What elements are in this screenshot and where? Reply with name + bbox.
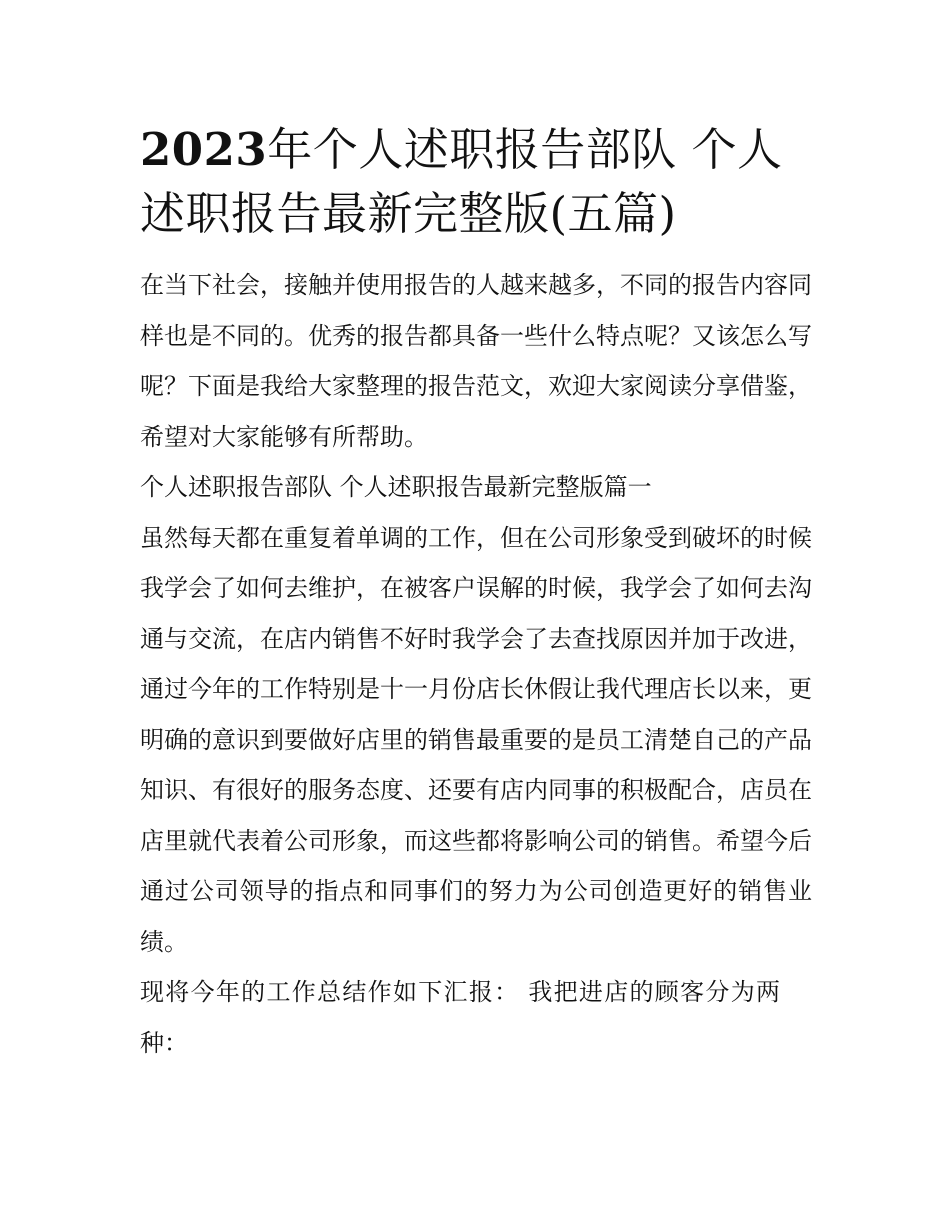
body-paragraph: 虽然每天都在重复着单调的工作，但在公司形象受到破坏的时候我学会了如何去维护，在被客户误解的时候，我学会了如何去沟通与交流，在店内销售不好时我学会了去查找原因并加于改进，通过今年的工作特别是十一月份店长休假让我代理店长以来，更明确的意识到要做好店里的销售最重要的是员工清楚自己的产品知识、有很好的服务态度、还要有店内同事的积极配合，店员在店里就代表着公司形象，而这些都将影响公司的销售。希望今后通过公司领导的指点和同事们的努力为公司创造更好的销售业绩。 [140, 523, 812, 956]
document-title [140, 118, 812, 246]
section-heading: 个人述职报告部队 个人述职报告最新完整版篇一 [140, 473, 652, 501]
summary-intro-paragraph: 现将今年的工作总结作如下汇报： 我把进店的顾客分为两种： [140, 978, 780, 1057]
title-year: 2023 [140, 123, 268, 176]
document-page [140, 118, 812, 1068]
title-text: 年个人述职报告部队 个人述职报告最新完整版(五篇) [140, 123, 783, 240]
intro-paragraph: 在当下社会，接触并使用报告的人越来越多，不同的报告内容同样也是不同的。优秀的报告都具备一些什么特点呢？又该怎么写呢？下面是我给大家整理的报告范文，欢迎大家阅读分享借鉴，希望对大家能够有所帮助。 [140, 271, 812, 451]
